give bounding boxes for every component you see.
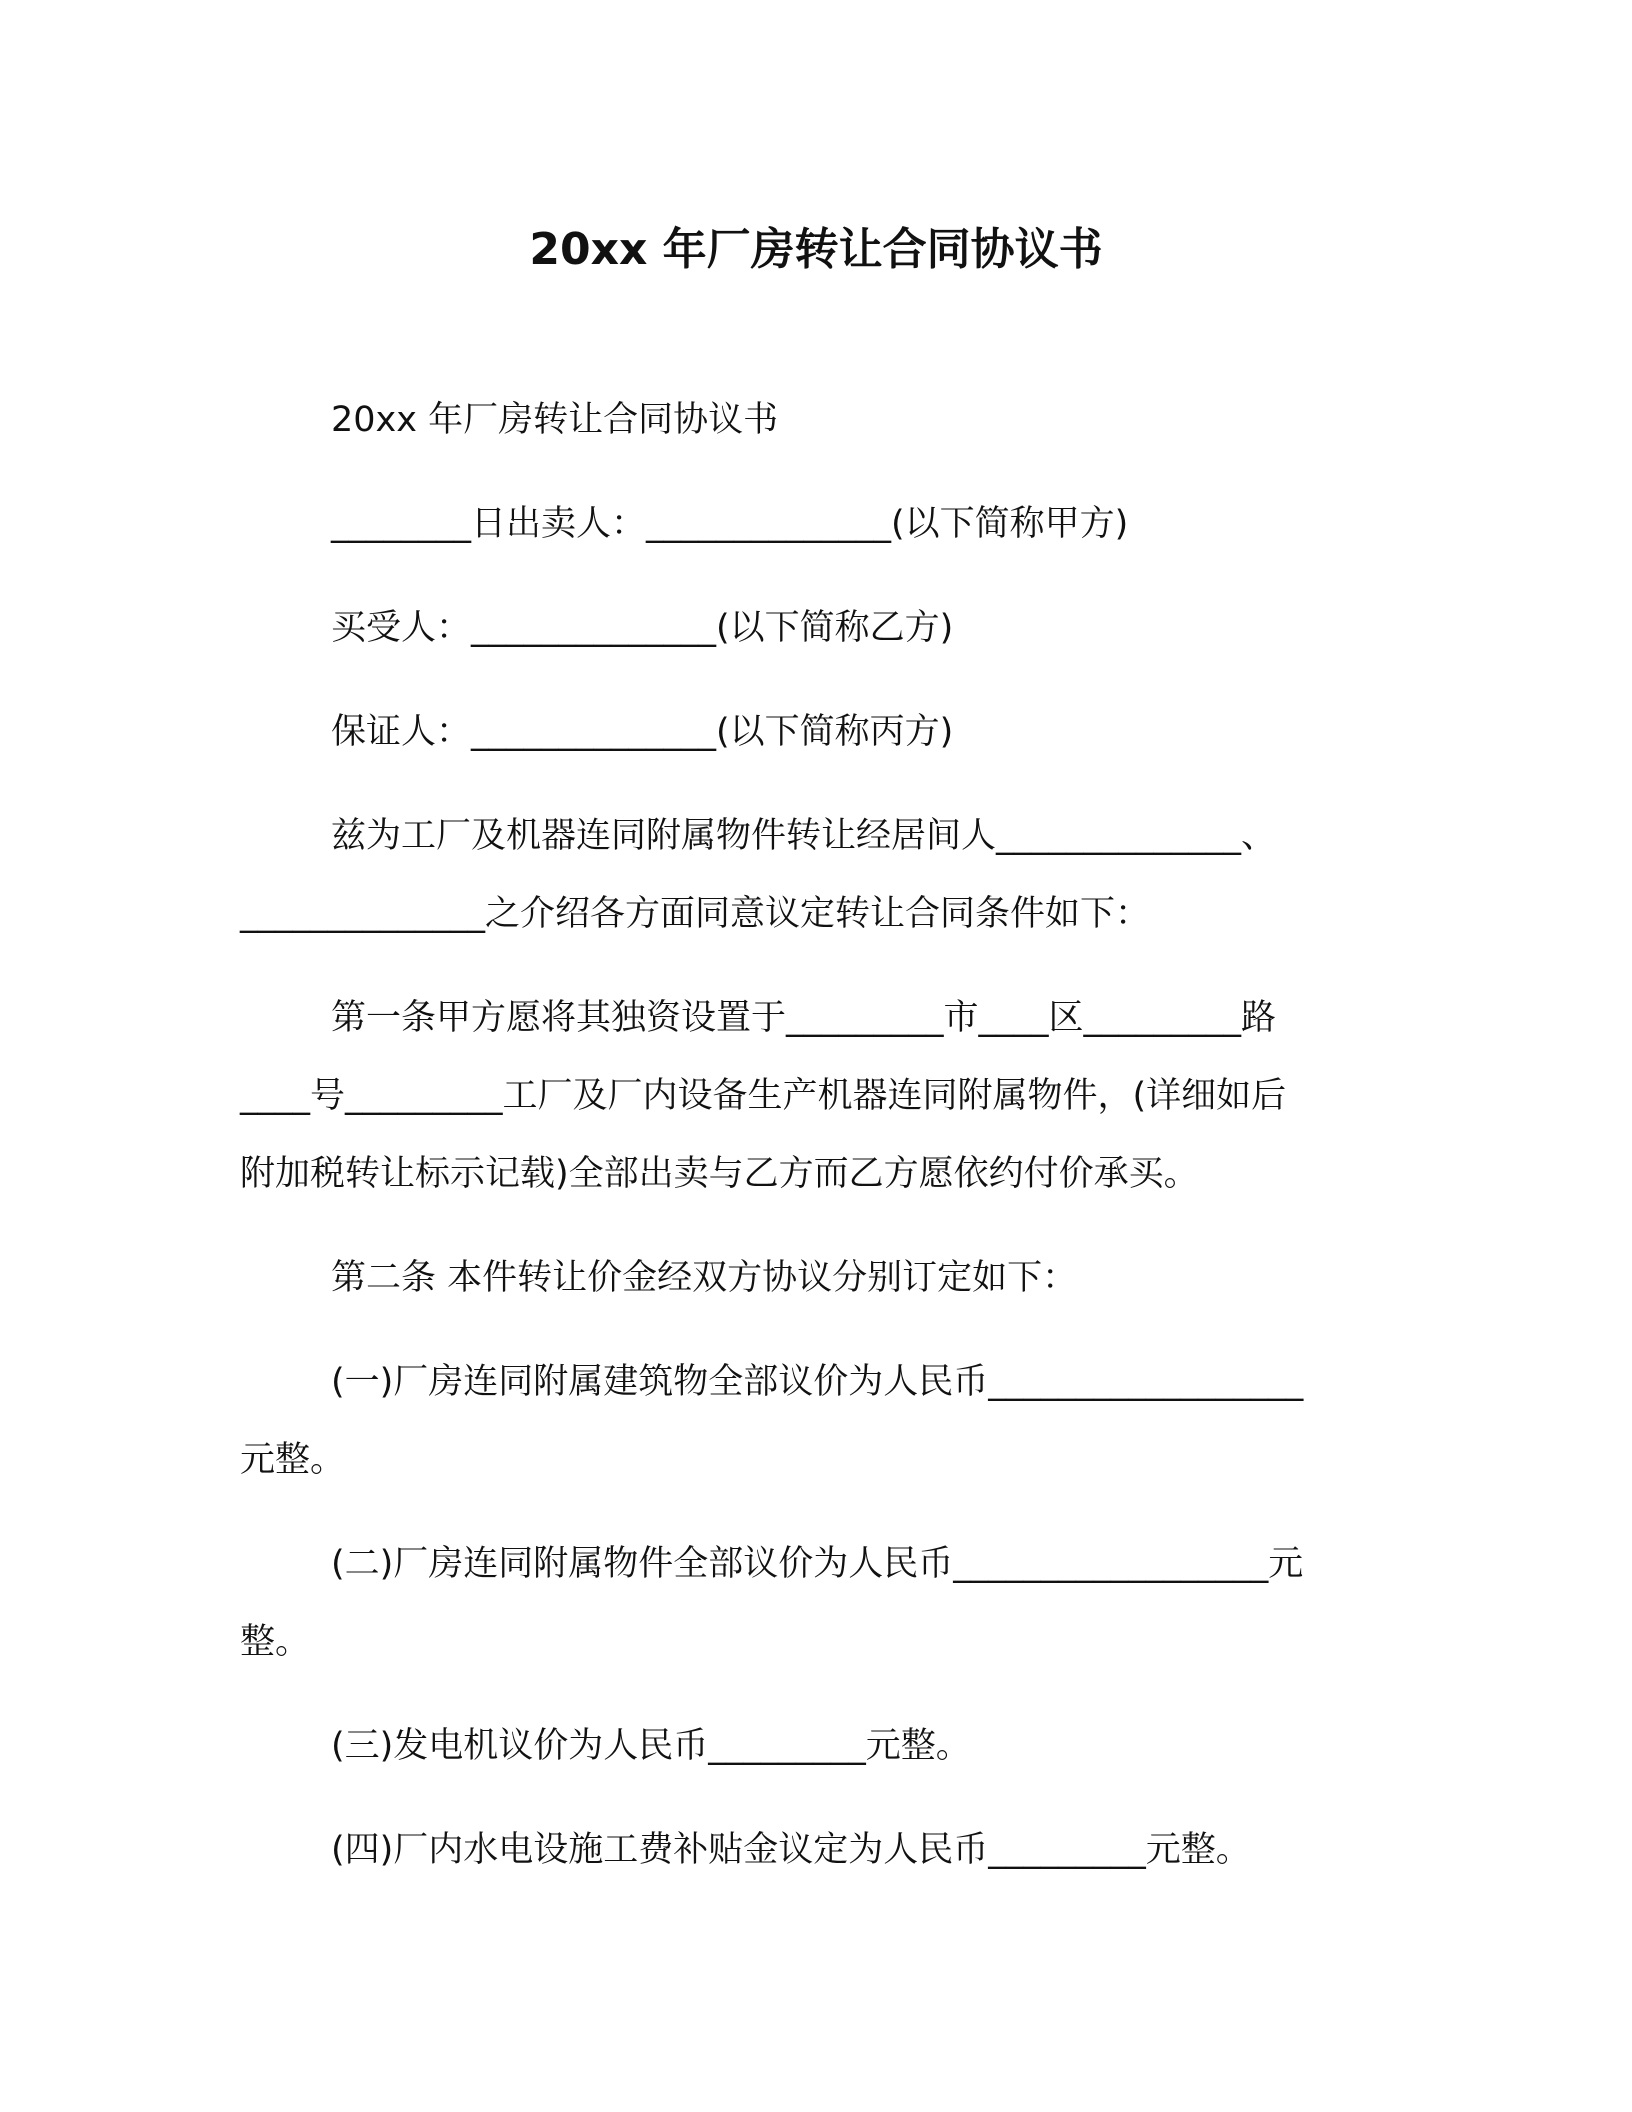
article-2-line: 第二条 本件转让价金经双方协议分别订定如下： [331, 1258, 1078, 1298]
article-1-line-1: 第一条甲方愿将其独资设置于_________市____区_________路 [331, 998, 1277, 1038]
item-3-line: (三)发电机议价为人民币_________元整。 [331, 1726, 971, 1766]
article-1-line-2: ____号_________工厂及厂内设备生产机器连同附属物件，(详细如后 [240, 1076, 1287, 1116]
article-1-line-3: 附加税转让标示记载)全部出卖与乙方而乙方愿依约付价承买。 [240, 1154, 1199, 1194]
item-4-line: (四)厂内水电设施工费补贴金议定为人民币_________元整。 [331, 1830, 1251, 1870]
item-2-line-2: 整。 [240, 1622, 311, 1662]
buyer-line: 买受人：______________(以下简称乙方) [331, 608, 954, 648]
subtitle-line: 20xx 年厂房转让合同协议书 [331, 400, 779, 440]
document-title: 20xx 年厂房转让合同协议书 [529, 224, 1103, 275]
intro-line-1: 兹为工厂及机器连同附属物件转让经居间人______________、 [331, 816, 1277, 856]
item-1-line-2: 元整。 [240, 1440, 346, 1480]
intro-line-2: ______________之介绍各方面同意议定转让合同条件如下： [240, 894, 1151, 934]
item-2-line-1: (二)厂房连同附属物件全部议价为人民币__________________元 [331, 1544, 1304, 1584]
guarantor-line: 保证人：______________(以下简称丙方) [331, 712, 954, 752]
item-1-line-1: (一)厂房连同附属建筑物全部议价为人民币__________________ [331, 1362, 1304, 1402]
seller-line: ________日出卖人：______________(以下简称甲方) [331, 504, 1129, 544]
